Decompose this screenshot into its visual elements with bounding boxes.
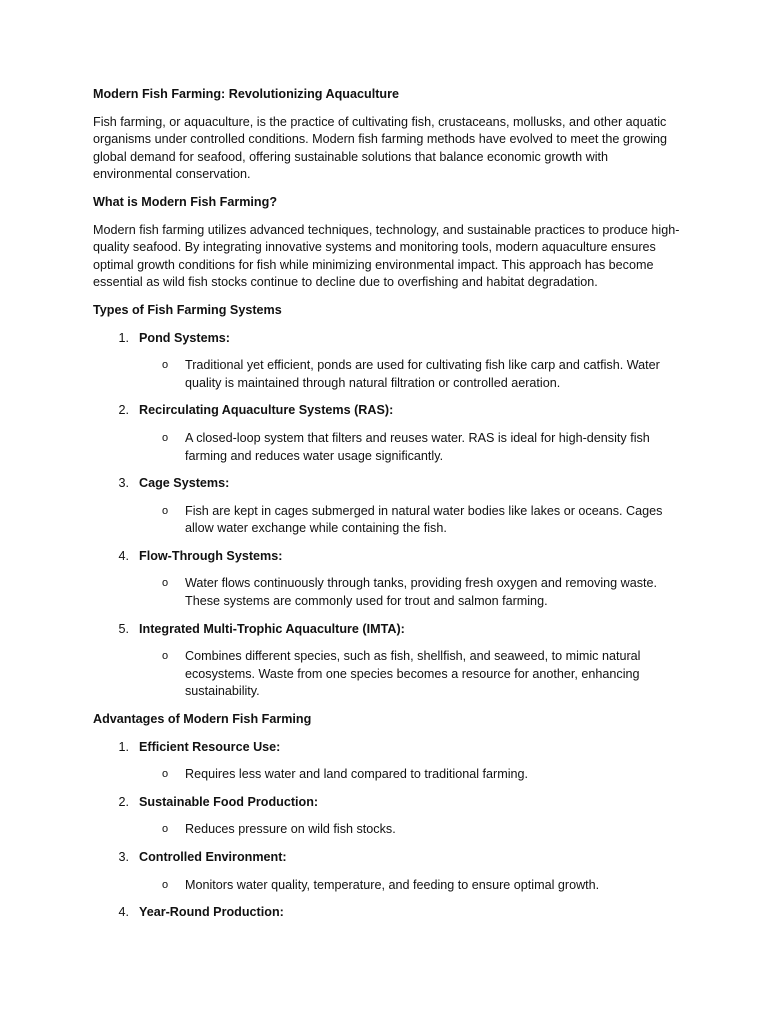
sub-bullet <box>93 877 683 895</box>
bullet-icon: o <box>162 878 169 891</box>
list-number: 4. <box>118 905 129 920</box>
list-number: 1. <box>118 739 129 754</box>
list-item-title: Flow-Through Systems: <box>139 548 283 563</box>
bullet-icon: o <box>162 431 169 444</box>
document-page <box>93 86 683 932</box>
sub-bullet-text: Traditional yet efficient, ponds are used for cultivating fish like carp and catfish. Water quality is maintained through natural filtration or controlled aeration. <box>185 358 660 390</box>
list-item <box>93 548 683 576</box>
sub-bullet <box>93 503 683 538</box>
list-item <box>93 794 683 822</box>
sub-bullet <box>93 648 683 701</box>
sub-bullet-text: Reduces pressure on wild fish stocks. <box>185 822 396 837</box>
sub-bullet-text: Combines different species, such as fish, shellfish, and seaweed, to mimic natural ecosystems. Waste from one species becomes a resource for another, enhancing sustainability. <box>185 649 641 699</box>
advantages-list <box>93 739 683 932</box>
sub-bullet-text: A closed-loop system that filters and reuses water. RAS is ideal for high-density fish farming and reduces water usage significantly. <box>185 430 650 463</box>
list-item <box>93 904 683 932</box>
bullet-icon: o <box>162 504 169 517</box>
bullet-icon: o <box>162 650 169 663</box>
intro-paragraph: Fish farming, or aquaculture, is the practice of cultivating fish, crustaceans, mollusks, and other aquatic organisms under controlled conditions. Modern fish farming methods have evolved to meet the growing global demand for seafood, offering sustainable solutions that balance economic growth with environmental conservation. <box>93 114 668 182</box>
bullet-icon: o <box>162 768 169 781</box>
list-item-title: Pond Systems: <box>139 330 230 345</box>
section-heading-advantages: Advantages of Modern Fish Farming <box>93 712 312 727</box>
list-item-title: Efficient Resource Use: <box>139 739 281 754</box>
list-number: 2. <box>118 794 129 809</box>
list-number: 3. <box>118 850 129 864</box>
list-item-title: Recirculating Aquaculture Systems (RAS): <box>139 403 394 418</box>
list-number: 3. <box>118 476 129 491</box>
sub-bullet-text: Water flows continuously through tanks, providing fresh oxygen and removing waste. These systems are commonly used for trout and salmon farming. <box>185 576 658 609</box>
sub-bullet <box>93 821 683 839</box>
list-item-title: Sustainable Food Production: <box>139 794 319 809</box>
list-number: 4. <box>118 548 129 563</box>
list-item-title: Year-Round Production: <box>139 905 284 920</box>
list-item <box>93 739 683 767</box>
list-item <box>93 330 683 358</box>
sub-bullet-text: Monitors water quality, temperature, and feeding to ensure optimal growth. <box>185 877 600 892</box>
document-title: Modern Fish Farming: Revolutionizing Aquaculture <box>93 87 399 101</box>
list-item <box>93 849 683 877</box>
list-item <box>93 621 683 649</box>
bullet-icon: o <box>162 577 169 590</box>
list-item <box>93 475 683 503</box>
what-paragraph: Modern fish farming utilizes advanced techniques, technology, and sustainable practices to produce high-quality seafood. By integrating innovative systems and monitoring tools, modern aquaculture ensures optimal growth conditions for fish while minimizing environmental impact. This approach has become essential as wild fish stocks continue to decline due to overfishing and habitat degradation. <box>93 222 680 290</box>
sub-bullet <box>93 430 683 465</box>
sub-bullet <box>93 766 683 784</box>
sub-bullet-text: Fish are kept in cages submerged in natural water bodies like lakes or oceans. Cages allow water exchange while containing the fish. <box>185 503 663 536</box>
section-heading-types: Types of Fish Farming Systems <box>93 302 282 317</box>
list-item-title: Controlled Environment: <box>139 850 287 864</box>
bullet-icon: o <box>162 823 169 836</box>
list-number: 5. <box>118 621 129 636</box>
sub-bullet <box>93 357 683 392</box>
list-item-title: Cage Systems: <box>139 476 230 491</box>
sub-bullet <box>93 575 683 610</box>
list-item-title: Integrated Multi-Trophic Aquaculture (IMTA): <box>139 621 405 636</box>
section-heading-what: What is Modern Fish Farming? <box>93 194 278 209</box>
list-number: 2. <box>118 403 129 418</box>
types-list <box>93 330 683 702</box>
sub-bullet-text: Requires less water and land compared to traditional farming. <box>185 767 529 782</box>
list-number: 1. <box>118 330 129 345</box>
list-item <box>93 402 683 430</box>
bullet-icon: o <box>162 359 169 372</box>
